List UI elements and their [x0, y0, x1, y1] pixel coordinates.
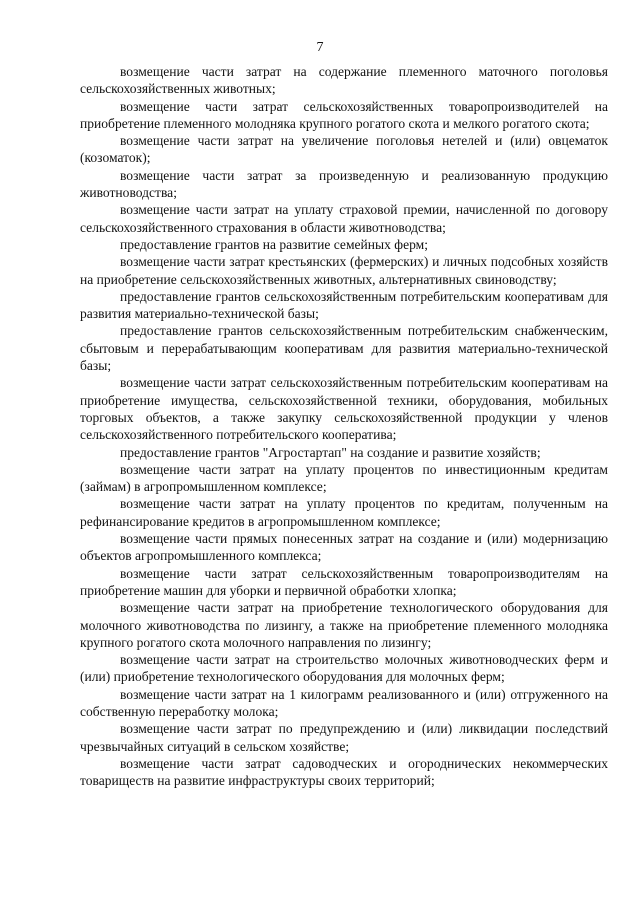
list-item: возмещение части затрат сельскохозяйственных товаропроизводителей на приобретение племенного молодняка крупного рогатого скота и мелкого рогатого скота; [80, 98, 608, 131]
list-item: предоставление грантов сельскохозяйственным потребительским снабженческим, сбытовым и перерабатывающим кооперативам для развития материально-технической базы; [80, 323, 608, 374]
list-item: возмещение части затрат на приобретение технологического оборудования для молочного животноводства по лизингу, а также на приобретение племенного молодняка крупного рогатого скота молочного направления по лизингу; [80, 600, 608, 650]
list-item: предоставление грантов сельскохозяйственным потребительским кооперативам для развития материально-технической базы; [80, 288, 608, 322]
list-item: возмещение части затрат сельскохозяйственным потребительским кооперативам на приобретение имущества, сельскохозяйственной техники, оборудования, мобильных торговых объектов, а также закупку сельскохозяйственной продукции у членов сельскохозяйственного потребительского кооператива; [80, 375, 608, 443]
list-item: возмещение части затрат крестьянских (фермерских) и личных подсобных хозяйств на приобретение сельскохозяйственных животных, альтернативных свиноводству; [80, 254, 608, 287]
list-item: предоставление грантов на развитие семейных ферм; [120, 236, 428, 252]
list-item: возмещение части затрат по предупреждению и (или) ликвидации последствий чрезвычайных ситуаций в сельском хозяйстве; [80, 721, 608, 754]
page-number: 7 [316, 40, 324, 55]
list-item: предоставление грантов "Агростартап" на создание и развитие хозяйств; [120, 444, 541, 460]
list-item: возмещение части затрат за произведенную и реализованную продукцию животноводства; [80, 167, 608, 201]
list-item: возмещение части затрат на увеличение поголовья нетелей и (или) овцематок (козоматок); [80, 133, 608, 166]
document-body [80, 63, 608, 789]
list-item: возмещение части затрат на уплату процентов по инвестиционным кредитам (займам) в агропромышленном комплексе; [80, 461, 608, 495]
list-item: возмещение части затрат на уплату процентов по кредитам, полученным на рефинансирование кредитов в агропромышленном комплексе; [80, 496, 608, 529]
list-item: возмещение части прямых понесенных затрат на создание и (или) модернизацию объектов агропромышленного комплекса; [80, 531, 608, 564]
list-item: возмещение части затрат на содержание племенного маточного поголовья сельскохозяйственных животных; [80, 64, 608, 97]
list-item: возмещение части затрат на строительство молочных животноводческих ферм и (или) приобретение технологического оборудования для молочных ферм; [80, 652, 608, 685]
list-item: возмещение части затрат садоводческих и огороднических некоммерческих товариществ на развитие инфраструктуры своих территорий; [80, 755, 608, 789]
list-item: возмещение части затрат на уплату страховой премии, начисленной по договору сельскохозяйственного страхования в области животноводства; [80, 202, 608, 235]
list-item: возмещение части затрат сельскохозяйственным товаропроизводителям на приобретение машин для уборки и первичной обработки хлопка; [80, 565, 608, 598]
list-item: возмещение части затрат на 1 килограмм реализованного и (или) отгруженного на собственную переработку молока; [80, 686, 608, 719]
